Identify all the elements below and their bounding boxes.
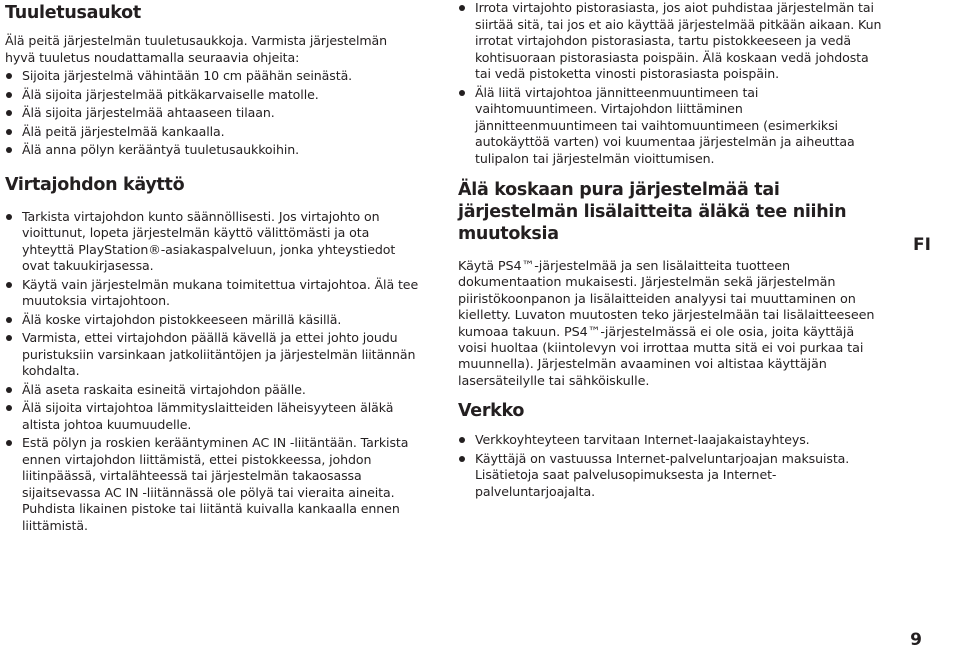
left-column <box>5 0 420 534</box>
list-item-text: Verkkoyhteyteen tarvitaan Internet-laajakaistayhteys. <box>475 432 810 448</box>
right-column <box>458 0 883 500</box>
bullet-icon <box>6 110 12 116</box>
power-cord-list <box>5 209 420 535</box>
list-item-text: Käyttäjä on vastuussa Internet-palveluntarjoajan maksuista. Lisätietoja saat palvelusopimuksesta ja Internet-palveluntarjoajalta. <box>475 450 850 499</box>
bullet-icon <box>459 90 465 96</box>
bullet-icon <box>6 440 12 446</box>
list-item-text: Älä peitä järjestelmää kankaalla. <box>22 123 225 139</box>
list-item <box>5 277 420 310</box>
list-item <box>5 209 420 275</box>
list-item <box>5 142 420 159</box>
list-item-text: Tarkista virtajohdon kunto säännöllisesti. Jos virtajohto on vioittunut, lopeta järjestelmän käyttö välittömästi ja ota yhteyttä PlayStation®-asiakaspalveluun, jonka yhteystiedot ovat takuukirjasessa. <box>22 208 396 273</box>
list-item-text: Älä liitä virtajohtoa jännitteenmuuntimeen tai vaihtomuuntimeen. Virtajohdon liittäminen jännitteenmuuntimeen tai vaihtomuuntimeen (esimerkiksi autokäyttöä varten) voi kuumentaa järjestelmän ja aiheuttaa tulipalon tai järjestelmän vioittumisen. <box>475 84 855 166</box>
list-item-text: Varmista, ettei virtajohdon päällä kävellä ja ettei johto joudu puristuksiin varsinkaan jatkoliitäntöjen ja järjestelmän liitännän kohdalta. <box>22 330 416 378</box>
power-cord-list-continued <box>458 0 883 167</box>
list-item <box>5 68 420 85</box>
list-item-text: Älä aseta raskaita esineitä virtajohdon päälle. <box>22 381 306 397</box>
ventilation-list <box>5 68 420 159</box>
list-item-text: Älä sijoita järjestelmää pitkäkarvaiselle matolle. <box>22 86 319 102</box>
bullet-icon <box>459 437 465 443</box>
bullet-icon <box>6 405 12 411</box>
list-item <box>5 312 420 329</box>
list-item <box>5 87 420 104</box>
bullet-icon <box>459 456 465 462</box>
list-item-text: Älä koske virtajohdon pistokkeeseen märillä käsillä. <box>22 311 342 327</box>
list-item <box>458 451 883 501</box>
list-item <box>5 124 420 141</box>
bullet-icon <box>6 129 12 135</box>
list-item <box>5 400 420 433</box>
list-item-text: Käytä vain järjestelmän mukana toimitettua virtajohtoa. Älä tee muutoksia virtajohtoon. <box>22 276 419 308</box>
bullet-icon <box>6 92 12 98</box>
power-cord-heading: Virtajohdon käyttö <box>5 174 185 195</box>
list-item-text: Älä sijoita virtajohtoa lämmityslaitteiden läheisyyteen äläkä altista johtoa kuumuudelle. <box>22 400 394 432</box>
list-item-text: Älä sijoita järjestelmää ahtaaseen tilaan. <box>22 105 275 120</box>
bullet-icon <box>6 147 12 153</box>
list-item-text: Älä anna pölyn kerääntyä tuuletusaukkoihin. <box>22 142 300 157</box>
list-item <box>5 330 420 380</box>
list-item-text: Estä pölyn ja roskien kerääntyminen AC IN -liitäntään. Tarkista ennen virtajohdon liittämistä, ettei pistokkeessa, johdon liitinpäässä, virtalähteessä tai järjestelmän takaosassa sijaitsevassa AC IN -liitännässä ole pölyä tai vieraita aineita. Puhdista likainen pistoke tai liitäntä kuivalla kankaalla ennen liittämistä. <box>22 435 409 533</box>
page-number: 9 <box>910 630 922 650</box>
modify-heading: Älä koskaan pura järjestelmää tai järjestelmän lisälaitteita äläkä tee niihin muutoksia <box>458 180 847 244</box>
ventilation-intro: Älä peitä järjestelmän tuuletusaukkoja. Varmista järjestelmän hyvä tuuletus noudattamalla seuraavia ohjeita: <box>5 33 388 65</box>
modify-body: Käytä PS4™-järjestelmää ja sen lisälaitteita tuotteen dokumentaation mukaisesti. Järjestelmän sekä järjestelmän piiristökoonpanon ja lisälaitteiden analyysi tai muuttaminen on kielletty. Luvaton muutosten teko järjestelmään tai lisälaitteeseen kumoaa takuun. PS4™-järjestelmässä ei ole osia, joita käyttäjä voisi huoltaa (kiintolevyn voi irrottaa mutta sitä ei voi purkaa tai muunnella). Järjestelmän avaaminen voi altistaa käyttäjän lasersäteilylle tai sähköiskulle. <box>458 259 875 389</box>
list-item-text: Sijoita järjestelmä vähintään 10 cm päähän seinästä. <box>22 68 353 83</box>
bullet-icon <box>6 387 12 393</box>
list-item <box>5 382 420 399</box>
list-item <box>458 0 883 83</box>
bullet-icon <box>6 282 12 288</box>
bullet-icon <box>6 317 12 323</box>
list-item <box>5 105 420 122</box>
list-item <box>458 85 883 168</box>
list-item <box>5 435 420 534</box>
network-heading: Verkko <box>458 401 525 422</box>
bullet-icon <box>6 335 12 341</box>
list-item <box>458 432 883 449</box>
network-list <box>458 432 883 500</box>
bullet-icon <box>6 73 12 79</box>
bullet-icon <box>459 5 465 11</box>
language-tab: FI <box>905 231 960 259</box>
bullet-icon <box>6 214 12 220</box>
ventilation-heading: Tuuletusaukot <box>5 3 141 23</box>
list-item-text: Irrota virtajohto pistorasiasta, jos aiot puhdistaa järjestelmän tai siirtää sitä, tai jos et aio käyttää järjestelmää pitkään aikaan. Kun irrotat virtajohdon pistorasiasta, tartu pistokkeeseen ja vedä kohtisuoraan pistorasiasta poispäin. Älä koskaan vedä johdosta tai vedä pistoketta vinosti pistorasiasta poispäin. <box>475 0 882 81</box>
